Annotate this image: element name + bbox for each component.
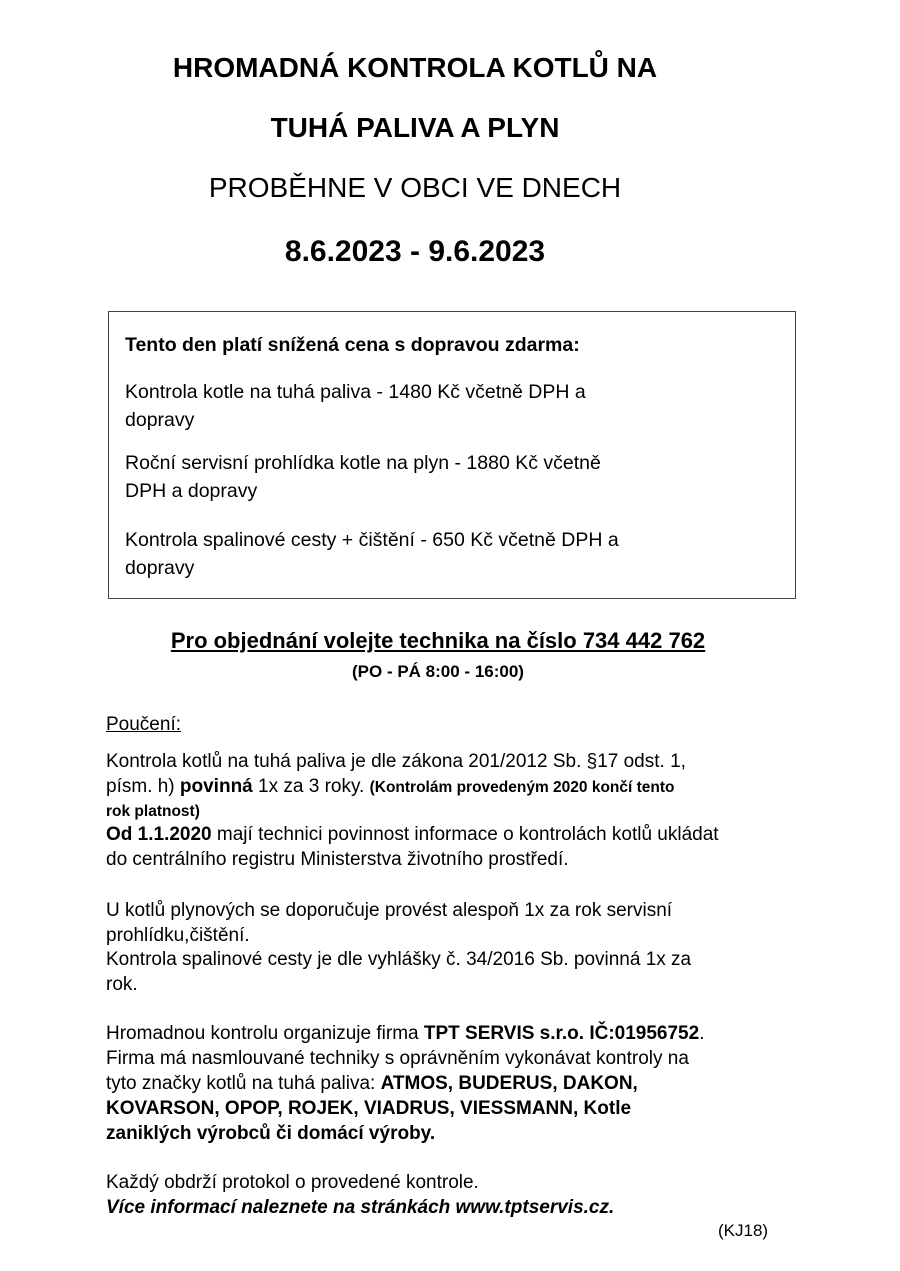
price-item-1-line-1: Kontrola kotle na tuhá paliva - 1480 Kč včetně DPH a bbox=[125, 381, 586, 403]
notice-p2-date: Od 1.1.2020 bbox=[106, 824, 212, 845]
notice-p2-text: mají technici povinnost informace o kontrolách kotlů ukládat bbox=[211, 824, 719, 845]
event-dates: 8.6.2023 - 9.6.2023 bbox=[284, 235, 546, 268]
notice-p1-text: písm. h) bbox=[106, 776, 180, 797]
notice-p1-line-2 bbox=[106, 774, 796, 800]
notice-p3-line-2: prohlídku,čištění. bbox=[106, 925, 250, 946]
brands-list-2: KOVARSON, OPOP, ROJEK, VIADRUS, VIESSMANN, Kotle bbox=[106, 1098, 632, 1119]
price-item-1-line-2: dopravy bbox=[125, 409, 195, 431]
footer-code: (KJ18) bbox=[718, 1221, 769, 1240]
brands-list-1: ATMOS, BUDERUS, DAKON, bbox=[380, 1073, 638, 1094]
notice-p4-line-3 bbox=[106, 1071, 796, 1096]
title-line-1: HROMADNÁ KONTROLA KOTLŮ NA bbox=[172, 52, 658, 83]
notice-p1-line-3: rok platnost) bbox=[106, 803, 200, 820]
price-item-2-line-1: Roční servisní prohlídka kotle na plyn - 1880 Kč včetně bbox=[125, 452, 601, 474]
notice-p1-line-1: Kontrola kotlů na tuhá paliva je dle zákona 201/2012 Sb. §17 odst. 1, bbox=[106, 751, 686, 772]
notice-p1-validity: (Kontrolám provedeným 2020 končí tento bbox=[369, 779, 675, 796]
price-item-3-line-1: Kontrola spalinové cesty + čištění - 650 Kč včetně DPH a bbox=[125, 529, 619, 551]
notice-p4-line-1 bbox=[106, 1021, 796, 1046]
notice-p1-frequency: 1x za 3 roky. bbox=[252, 776, 370, 797]
notice-p1-mandatory: povinná bbox=[179, 776, 253, 797]
notice-p3-line-4: rok. bbox=[106, 974, 138, 995]
website-info: Více informací naleznete na stránkách www.tptservis.cz. bbox=[106, 1197, 615, 1218]
notice-p4-text: Hromadnou kontrolu organizuje firma bbox=[106, 1023, 424, 1044]
price-box bbox=[108, 311, 796, 599]
notice-p4-brands-intro: tyto značky kotlů na tuhá paliva: bbox=[106, 1073, 381, 1094]
notice-p5-line-1: Každý obdrží protokol o provedené kontrole. bbox=[106, 1172, 479, 1193]
notice-p3-line-3: Kontrola spalinové cesty je dle vyhlášky č. 34/2016 Sb. povinná 1x za bbox=[106, 949, 692, 970]
price-item-2-line-2: DPH a dopravy bbox=[125, 480, 258, 502]
notice-p2-line-2: do centrálního registru Ministerstva životního prostředí. bbox=[106, 849, 569, 870]
office-hours: (PO - PÁ 8:00 - 16:00) bbox=[352, 662, 524, 681]
notice-heading: Poučení: bbox=[106, 714, 181, 735]
title-line-2: TUHÁ PALIVA A PLYN bbox=[270, 112, 560, 143]
notice-p4-period: . bbox=[699, 1023, 705, 1044]
price-item-3-line-2: dopravy bbox=[125, 557, 195, 579]
brands-list-3: zaniklých výrobců či domácí výroby. bbox=[106, 1123, 436, 1144]
notice-p3-line-1: U kotlů plynových se doporučuje provést alespoň 1x za rok servisní bbox=[106, 900, 673, 921]
notice-p2-line-1 bbox=[106, 822, 796, 847]
subtitle: PROBĚHNE V OBCI VE DNECH bbox=[208, 172, 622, 203]
company-name: TPT SERVIS s.r.o. IČ:01956752 bbox=[423, 1023, 700, 1044]
price-box-heading: Tento den platí snížená cena s dopravou zdarma: bbox=[125, 334, 580, 356]
order-phone-line: Pro objednání volejte technika na číslo 734 442 762 bbox=[170, 628, 706, 653]
notice-p4-line-2: Firma má nasmlouvané techniky s oprávněním vykonávat kontroly na bbox=[106, 1048, 689, 1069]
